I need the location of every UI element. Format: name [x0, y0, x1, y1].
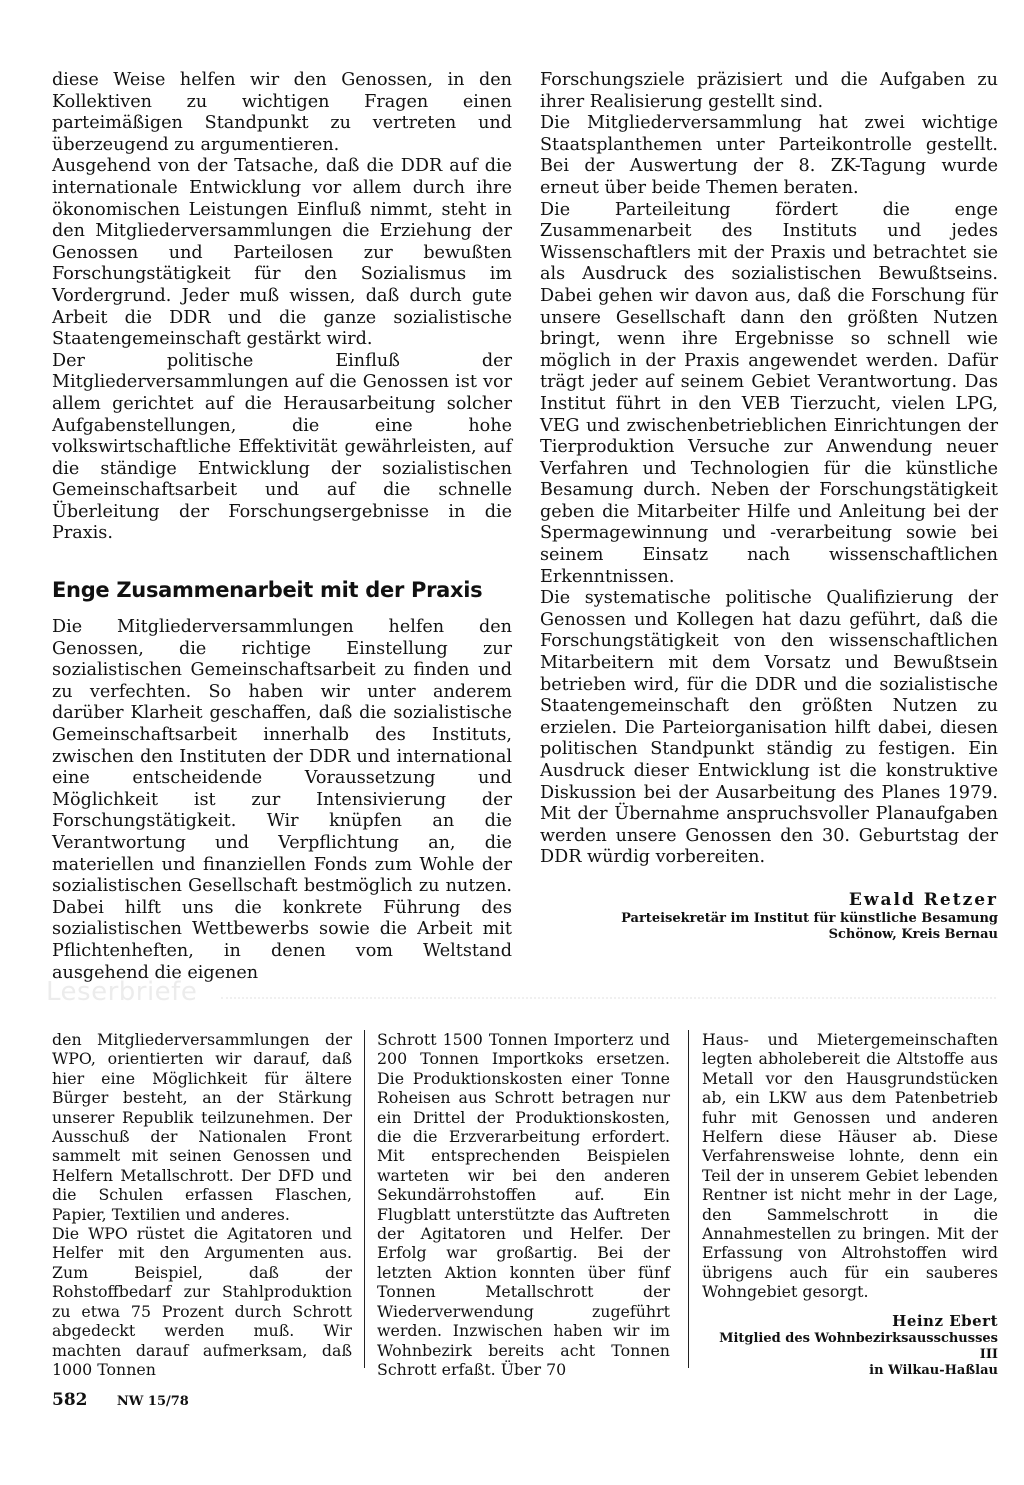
page-number: 582	[52, 1390, 88, 1410]
author-name: Ewald Retzer	[848, 889, 998, 910]
paragraph: Schrott 1500 Tonnen Importerz und 200 Tonnen Importkoks ersetzen. Die Produktionskosten einer Tonne Roheisen aus Schrott betragen nur ein Drittel der Produktionskosten, die die Erzverarbeitung erfordert. Mit entsprechenden Beispielen warteten wir bei den anderen Sekundärrohstoffen auf. Ein Flugblatt unterstützte das Auftreten der Agitatoren und Helfer. Der Erfolg war großartig. Bei der letzten Aktion konnten über fünf Tonnen Metallschrott der Wiederverwendung zugeführt werden. Inzwischen haben wir im Wohnbezirk bereits acht Tonnen Schrott erfaßt. Über 70	[377, 1030, 670, 1379]
paragraph: Haus- und Mietergemeinschaften legten abholebereit die Altstoffe aus Metall vor den Hausgrundstücken ab, ein LKW aus dem Patenbetrieb fuhr mit Genossen und anderen Helfern diese Häuser ab. Diese Verfahrensweise lohnte, denn ein Teil der in unserem Gebiet lebenden Rentner ist nicht mehr in der Lage, den Sammelschrott in die Annahmestellen zu bringen. Mit der Erfassung von Altrohstoffen wird übrigens auch für ein sauberes Wohngebiet gesorgt.	[702, 1030, 998, 1302]
section-heading: Enge Zusammenarbeit mit der Praxis	[52, 578, 483, 603]
letter-column-3	[702, 1030, 998, 1379]
author-location: Schönow, Kreis Bernau	[828, 926, 998, 942]
page-footer	[52, 1390, 189, 1410]
paragraph: Die systematische politische Qualifizierung der Genossen und Kollegen hat dazu geführt, daß die Forschungstätigkeit von den wissenschaftlichen Mitarbeitern mit dem Vorsatz und Bewußtsein betrieben wird, für die DDR und die sozialistische Staatengemeinschaft den größten Nutzen zu erzielen. Die Parteiorganisation hilft dabei, diesen politischen Standpunkt ständig zu festigen. Ein Ausdruck dieser Entwicklung ist die konstruktive Diskussion bei der Ausarbeitung des Planes 1979. Mit der Übernahme anspruchsvoller Planaufgaben werden unsere Genossen den 30. Geburtstag der DDR würdig vorbereiten.	[540, 588, 998, 868]
paragraph: Die WPO rüstet die Agitatoren und Helfer mit den Argumenten aus. Zum Beispiel, daß der Rohstoffbedarf zur Stahlproduktion zu etwa 75 Prozent durch Schrott abgedeckt werden muß. Wir machten darauf aufmerksam, daß 1000 Tonnen	[52, 1224, 352, 1379]
paragraph: Ausgehend von der Tatsache, daß die DDR auf die internationale Entwicklung vor allem durch ihre ökonomischen Leistungen Einfluß nimmt, steht in den Mitgliederversammlungen die Erziehung der Genossen und Parteilosen zur bewußten Forschungstätigkeit für den Sozialismus im Vordergrund. Jeder muß wissen, daß durch gute Arbeit die DDR und die ganze sozialistische Staatengemeinschaft gestärkt wird.	[52, 156, 512, 350]
paragraph: Die Mitgliederversammlung hat zwei wichtige Staatsplanthemen unter Parteikontrolle gestellt. Bei der Auswertung der 8. ZK-Tagung wurde erneut über beide Themen beraten.	[540, 113, 998, 198]
author-role: Parteisekretär im Institut für künstliche Besamung	[621, 910, 998, 926]
issue-label: NW 15/78	[116, 1394, 189, 1409]
letter-author-location: in Wilkau-Haßlau	[869, 1363, 998, 1379]
column-divider	[688, 1030, 689, 1368]
paragraph: Forschungsziele präzisiert und die Aufgaben zu ihrer Realisierung gestellt sind.	[540, 70, 998, 112]
article-column-2	[540, 70, 998, 943]
divider	[221, 997, 996, 999]
column-divider	[364, 1030, 365, 1368]
article-column-1	[52, 70, 512, 984]
paragraph: Die Mitgliederversammlungen helfen den Genossen, die richtige Einstellung zur sozialistischen Gemeinschaftsarbeit zu finden und zu verfechten. So haben wir unter anderem darüber Klarheit geschaffen, daß die sozialistische Gemeinschaftsarbeit innerhalb des Instituts, zwischen den Instituten der DDR und international eine entscheidende Voraussetzung und Möglichkeit ist zur Intensivierung der Forschungstätigkeit. Wir knüpfen an die Verantwortung und Verpflichtung an, die materiellen und finanziellen Fonds zum Wohle der sozialistischen Gesellschaft bestmöglich zu nutzen. Dabei hilft uns die konkrete Führung des sozialistischen Wettbewerbs sowie die Arbeit mit Pflichtenheften, in denen vom Weltstand ausgehend die eigenen	[52, 617, 512, 983]
section-banner-title: Leserbriefe	[46, 977, 198, 1007]
paragraph: den Mitgliederversammlungen der WPO, orientierten wir darauf, daß hier eine Möglichkeit für ältere Bürger besteht, an der Stärkung unserer Republik teilzunehmen. Der Ausschuß der Nationalen Front sammelt mit seinen Genossen und Helfern Metallschrott. Der DFD und die Schulen erfassen Flaschen, Papier, Textilien und anderes.	[52, 1030, 352, 1224]
letter-author-name: Heinz Ebert	[892, 1311, 998, 1330]
paragraph: Die Parteileitung fördert die enge Zusammenarbeit des Instituts und jedes Wissenschaftlers mit der Praxis und betrachtet sie als Ausdruck des sozialistischen Bewußtseins. Dabei gehen wir davon aus, daß die Forschung für unsere Gesellschaft dann den größten Nutzen bringt, wenn ihre Ergebnisse so schnell wie möglich in der Praxis angewendet werden. Dafür trägt jeder auf seinem Gebiet Verantwortung. Das Institut führt in den VEB Tierzucht, vielen LPG, VEG und zwischenbetrieblichen Einrichtungen der Tierproduktion Versuche zur Anwendung neuer Verfahren und Technologien für die künstliche Besamung durch. Neben der Forschungstätigkeit geben die Mitarbeiter Hilfe und Anleitung bei der Spermagewinnung und -verarbeitung sowie bei seinem Einsatz nach wissenschaftlichen Erkenntnissen.	[540, 199, 998, 587]
letter-column-1	[52, 1030, 352, 1379]
letter-column-2	[377, 1030, 670, 1379]
paragraph: diese Weise helfen wir den Genossen, in den Kollektiven zu wichtigen Fragen einen parteimäßigen Standpunkt zu vertreten und überzeugend zu argumentieren.	[52, 70, 512, 155]
paragraph: Der politische Einfluß der Mitgliederversammlungen auf die Genossen ist vor allem gerichtet auf die Herausarbeitung solcher Aufgabenstellungen, die eine hohe volkswirtschaftliche Effektivität gewährleisten, auf die ständige Entwicklung der sozialistischen Gemeinschaftsarbeit und auf die schnelle Überleitung der Forschungsergebnisse in die Praxis.	[52, 350, 512, 544]
section-banner	[46, 977, 996, 1013]
letter-author-role: Mitglied des Wohnbezirksausschusses III	[719, 1331, 998, 1363]
